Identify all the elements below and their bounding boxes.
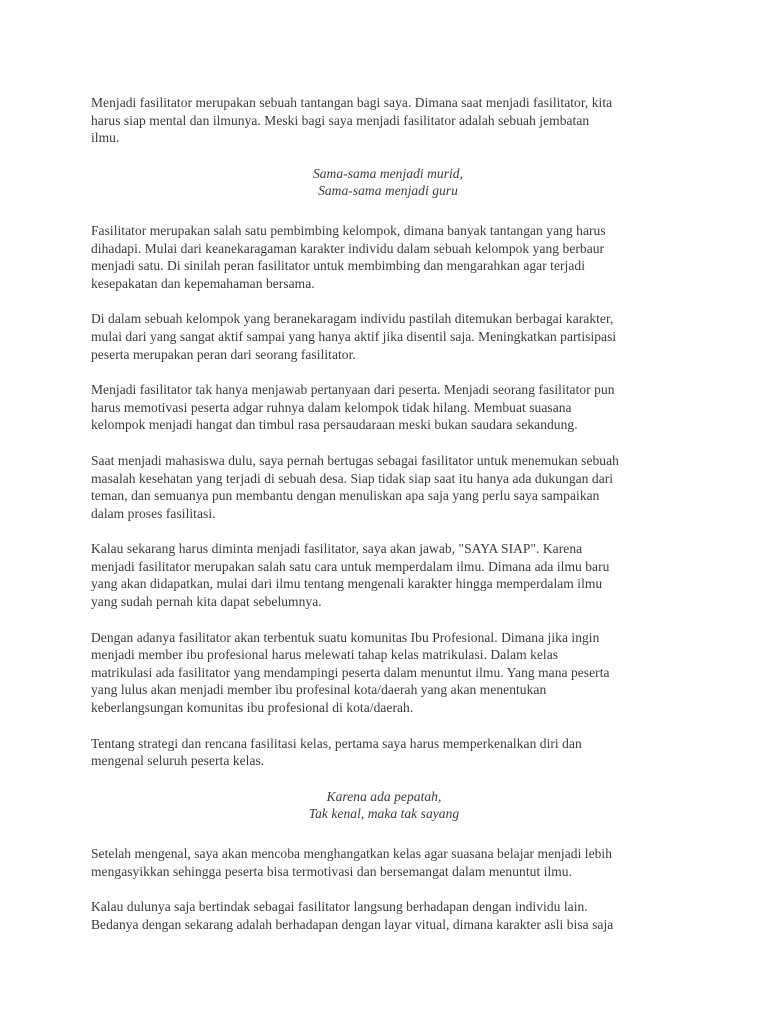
paragraph-strategi: Tentang strategi dan rencana fasilitasi kelas, pertama saya harus memperkenalkan diri dan mengenal seluruh peserta kelas. xyxy=(91,735,582,769)
paragraph-mahasiswa: Saat menjadi mahasiswa dulu, saya pernah bertugas sebagai fasilitator untuk menemukan sebuah masalah kesehatan yang terjadi di sebuah desa. Siap tidak siap saat itu hanya ada dukungan dari teman, dan semuanya pun membantu dengan menuliskan apa saja yang perlu saya sampaikan dalam proses fasilitasi. xyxy=(91,452,619,521)
paragraph-pembimbing: Fasilitator merupakan salah satu pembimbing kelompok, dimana banyak tantangan yang harus dihadapi. Mulai dari keanekaragaman karakter individu dalam sebuah kelompok yang berbaur menjadi satu. Di sinilah peran fasilitator untuk membimbing dan mengarahkan agar terjadi kesepakatan dan kepemahaman bersama. xyxy=(91,222,606,291)
paragraph-saya-siap: Kalau sekarang harus diminta menjadi fasilitator, saya akan jawab, "SAYA SIAP". Karena menjadi fasilitator merupakan salah satu cara untuk memperdalam ilmu. Dimana ada ilmu baru yang akan didapatkan, mulai dari ilmu tentang mengenali karakter hingga memperdalam ilmu yang sudah pernah kita dapat sebelumnya. xyxy=(91,541,610,610)
paragraph-karakter: Di dalam sebuah kelompok yang beranekaragam individu pastilah ditemukan berbagai karakter, mulai dari yang sangat aktif sampai yang hanya aktif jika disentil saja. Meningkatkan partisipasi peserta merupakan peran dari seorang fasilitator. xyxy=(91,311,617,362)
quote-murid-guru: Sama-sama menjadi murid, Sama-sama menjadi guru xyxy=(312,165,464,199)
paragraph-intro: Menjadi fasilitator merupakan sebuah tantangan bagi saya. Dimana saat menjadi fasilitator, kita harus siap mental dan ilmunya. Meski bagi saya menjadi fasilitator adalah sebuah jembatan ilmu. xyxy=(91,95,613,146)
quote-pepatah: Karena ada pepatah, Tak kenal, maka tak sayang xyxy=(308,788,460,822)
paragraph-layar-virtual: Kalau dulunya saja bertindak sebagai fasilitator langsung berhadapan dengan individu lain. Bedanya dengan sekarang adalah berhadapan dengan layar vitual, dimana karakter asli bisa saja xyxy=(91,899,614,932)
paragraph-komunitas: Dengan adanya fasilitator akan terbentuk suatu komunitas Ibu Profesional. Dimana jika ingin menjadi member ibu profesional harus melewati tahap kelas matrikulasi. Dalam kelas matrikulasi ada fasilitator yang mendampingi peserta dalam menuntut ilmu. Yang mana peserta yang lulus akan menjadi member ibu profesinal kota/daerah yang akan menentukan keberlangsungan komunitas ibu profesional di kota/daerah. xyxy=(91,629,610,716)
paragraph-menghangatkan: Setelah mengenal, saya akan mencoba menghangatkan kelas agar suasana belajar menjadi lebih mengasyikkan sehingga peserta bisa termotivasi dan bersemangat dalam menuntut ilmu. xyxy=(91,846,613,879)
paragraph-motivasi: Menjadi fasilitator tak hanya menjawab pertanyaan dari peserta. Menjadi seorang fasilitator pun harus memotivasi peserta adgar ruhnya dalam kelompok tidak hilang. Membuat suasana kelompok menjadi hangat dan timbul rasa persaudaraan meski bukan saudara sekandung. xyxy=(91,382,615,433)
document-body xyxy=(91,94,677,933)
